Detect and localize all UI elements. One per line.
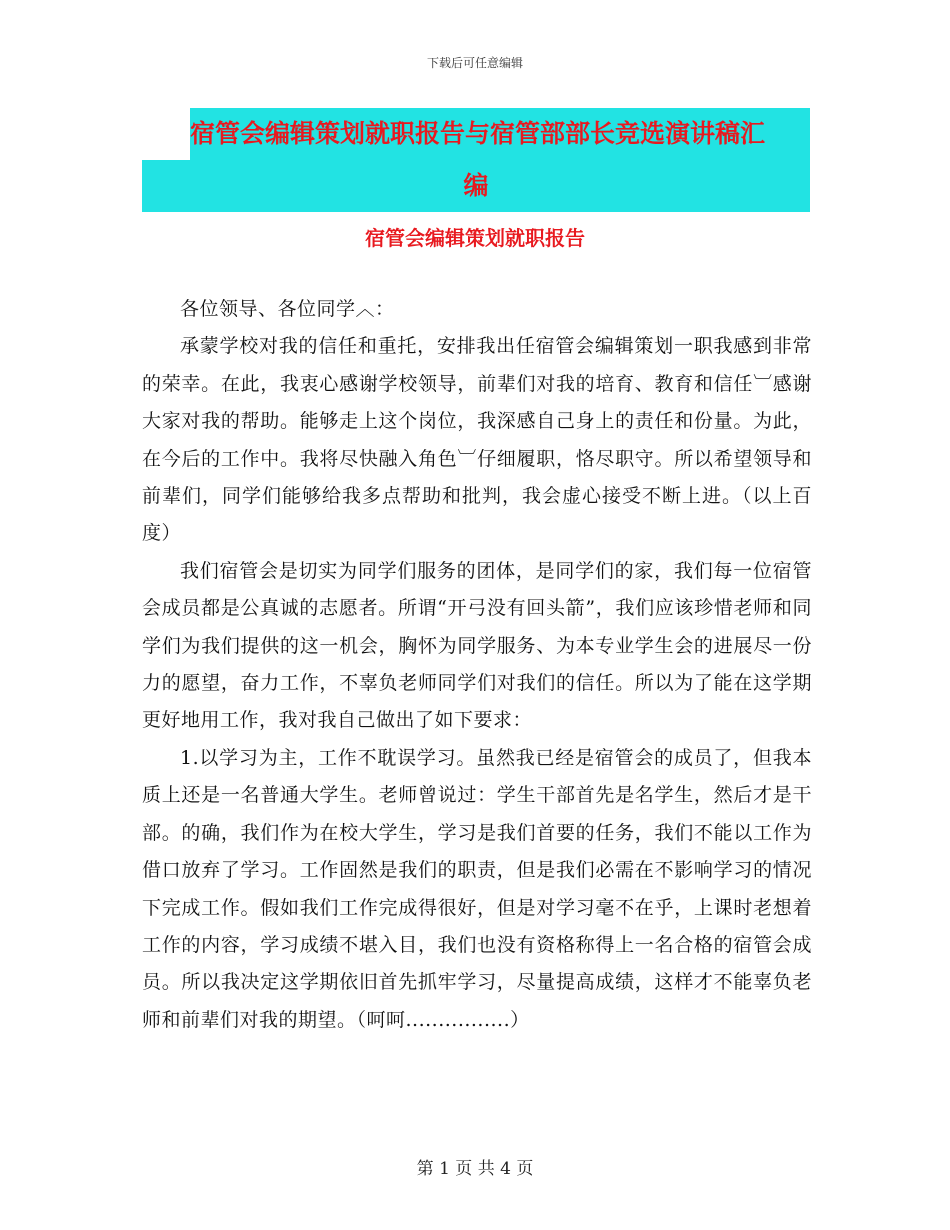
document-body — [142, 291, 812, 1039]
paragraph: 我们宿管会是切实为同学们服务的团体，是同学们的家，我们每一位宿管会成员都是公真诚的志愿者。所谓“开弓没有回头箭”，我们应该珍惜老师和同学们为我们提供的这一机会，胸怀为同学服务、为本专业学生会的进展尽一份力的愿望，奋力工作，不辜负老师同学们对我们的信任。所以为了能在这学期更好地用工作，我对我自己做出了如下要求： — [142, 559, 812, 732]
paragraph: 1.以学习为主，工作不耽误学习。虽然我已经是宿管会的成员了，但我本质上还是一名普通大学生。老师曾说过：学生干部首先是名学生，然后才是干部。的确，我们作为在校大学生，学习是我们首要的任务，我们不能以工作为借口放弃了学习。工作固然是我们的职责，但是我们必需在不影响学习的情况下完成工作。假如我们工作完成得很好，但是对学习毫不在乎，上课时老想着工作的内容，学习成绩不堪入目，我们也没有资格称得上一名合格的宿管会成员。所以我决定这学期依旧首先抓牢学习，尽量提高成绩，这样才不能辜负老师和前辈们对我的期望。（呵呵................） — [142, 746, 812, 1031]
document-title-line-2: 编 — [142, 160, 810, 212]
page-header-note: 下载后可任意编辑 — [426, 56, 523, 70]
section-title: 宿管会编辑策划就职报告 — [365, 226, 585, 250]
page-footer-number: 第 1 页 共 4 页 — [416, 1159, 534, 1179]
paragraph: 承蒙学校对我的信任和重托，安排我出任宿管会编辑策划一职我感到非常的荣幸。在此，我衷心感谢学校领导，前辈们对我的培育、教育和信任︺感谢大家对我的帮助。能够走上这个岗位，我深感自己身上的责任和份量。为此，在今后的工作中。我将尽快融入角色︺仔细履职，恪尽职守。所以希望领导和前辈们，同学们能够给我多点帮助和批判，我会虚心接受不断上进。（以上百度） — [142, 335, 812, 545]
document-title — [190, 108, 810, 212]
document-title-line-1: 宿管会编辑策划就职报告与宿管部部长竞选演讲稿汇 — [190, 108, 810, 160]
paragraph-greeting: 各位领导、各位同学︿： — [180, 298, 395, 320]
